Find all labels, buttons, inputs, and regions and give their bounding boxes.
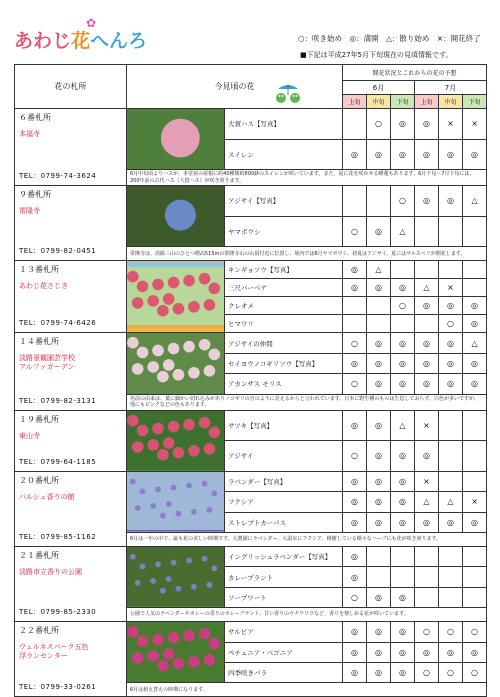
bloom-status: ×	[439, 109, 463, 140]
column-forecast: 開花状況とこれからの花の予想	[343, 65, 487, 81]
flower-name: アジサイ【写真】	[225, 186, 343, 217]
table-row	[15, 410, 487, 441]
bloom-status: ◎	[367, 216, 391, 247]
bloom-status: ◎	[367, 471, 391, 491]
flower-name: 四季咲きバラ	[225, 662, 343, 682]
place-description: 名前の由来は、葉に細かい切れ込みがありノコギリの刃のように見えるからと言われています。日本に野生種のものは生息しておらず、白色が多いですが、他にもピンクなどの色もあります。	[127, 394, 487, 410]
bloom-status: ×	[439, 279, 463, 297]
place-description: 公園で人気のラベンダーやカレーの香りのカレープラント、甘い香りのウチワソウなど、香りを楽しめる花が咲いています。	[127, 608, 487, 622]
flower-photo	[127, 622, 224, 680]
bloom-status: ○	[343, 216, 367, 247]
bloom-status: ○	[343, 441, 367, 472]
bloom-status: △	[463, 186, 487, 217]
photo-cell	[127, 261, 225, 333]
bloom-status: ◎	[367, 139, 391, 170]
bloom-status: ◎	[415, 333, 439, 353]
bloom-status: ×	[463, 492, 487, 512]
flower-name: 大賀ハス【写真】	[225, 109, 343, 140]
table-row	[15, 261, 487, 279]
bloom-status: ◎	[367, 492, 391, 512]
bloom-status: ◎	[367, 410, 391, 441]
photo-cell	[127, 471, 225, 532]
table-row	[15, 333, 487, 353]
bloom-status: △	[367, 261, 391, 279]
bloom-status	[367, 567, 391, 587]
place-cell	[15, 186, 127, 261]
bloom-status: ◎	[415, 642, 439, 662]
bloom-status: ◎	[439, 512, 463, 532]
period-header: 中旬	[439, 95, 463, 109]
logo-hana: 花	[71, 30, 91, 52]
period-header: 下旬	[463, 95, 487, 109]
bloom-status: ◎	[367, 662, 391, 682]
place-cell	[15, 546, 127, 621]
bloom-status: ◎	[391, 492, 415, 512]
place-description: 6月中旬頃よりハスが、本堂屋の屋根に約40種類約800鉢のスイレンが咲いています。また、夏に花を咲かせる睡蓮もあります。6月下旬〜7月下旬には、200年前の古代ハス（大賀ハス）が咲き誇ります。	[127, 170, 487, 186]
bloom-status: ◎	[367, 642, 391, 662]
place-description: 常隆寺は、淡路三山のひとつ標高515mの常隆寺山の山頂付近に位置し、境内では6月ヤマボウシ、初夏はアジサイ、夏にはサルスベリが開花します。	[127, 247, 487, 261]
bloom-status: ◎	[343, 546, 367, 566]
bloom-status	[415, 567, 439, 587]
photo-cell	[127, 546, 225, 607]
column-place: 花の札所	[15, 65, 127, 109]
place-tel: TEL：0799-33-0261	[19, 683, 97, 692]
bloom-status: ◎	[415, 186, 439, 217]
place-tel: TEL：0799-82-3131	[19, 396, 97, 405]
bloom-status	[367, 297, 391, 315]
bloom-status: ◎	[439, 333, 463, 353]
place-number: ２０番札所	[19, 475, 59, 485]
flower-name: カレープラント	[225, 567, 343, 587]
place-tel: TEL：0799-74-3624	[19, 172, 97, 181]
photo-cell	[127, 186, 225, 247]
bloom-status: ◎	[463, 642, 487, 662]
bloom-status: ○	[415, 662, 439, 682]
flower-photo	[127, 109, 224, 167]
place-number: ６番札所	[19, 113, 51, 122]
photo-cell	[127, 333, 225, 394]
flower-photo	[127, 472, 224, 530]
bloom-status: ◎	[391, 587, 415, 607]
flower-table	[14, 64, 487, 697]
bloom-status: ◎	[391, 109, 415, 140]
flower-name: アジサイの仲間	[225, 333, 343, 353]
month-june: 6月	[343, 81, 415, 95]
bloom-status: ○	[439, 315, 463, 333]
table-row	[15, 546, 487, 566]
bloom-status: ◎	[391, 471, 415, 491]
bloom-status	[439, 441, 463, 472]
bloom-status: ◎	[367, 587, 391, 607]
flower-name: サルビア	[225, 622, 343, 642]
bloom-status: ◎	[415, 297, 439, 315]
bloom-status: ◎	[463, 512, 487, 532]
bloom-status: ◎	[391, 662, 415, 682]
place-cell	[15, 333, 127, 410]
flower-name: クレオメ	[225, 297, 343, 315]
place-cell	[15, 109, 127, 186]
bloom-status: ◎	[343, 279, 367, 297]
bloom-status: ◎	[415, 441, 439, 472]
bloom-status	[439, 587, 463, 607]
bloom-status: △	[439, 492, 463, 512]
table-body	[15, 109, 487, 697]
bloom-status	[415, 261, 439, 279]
place-tel: TEL：0799-74-6426	[19, 319, 97, 328]
flower-icon: ✿	[86, 16, 97, 30]
bloom-status: ◎	[391, 279, 415, 297]
place-number: １３番札所	[19, 265, 59, 275]
logo-suffix: へんろ	[90, 30, 148, 52]
bloom-status	[463, 546, 487, 566]
bloom-status	[415, 315, 439, 333]
bloom-status: ◎	[367, 374, 391, 394]
bloom-status: ◎	[439, 186, 463, 217]
bloom-status: ○	[343, 333, 367, 353]
flower-name: セイヨウノコギリソウ【写真】	[225, 353, 343, 373]
flower-name: ペチュニア・ベゴニア	[225, 642, 343, 662]
bloom-status: ◎	[367, 333, 391, 353]
column-flower-label: 今見頃の花	[214, 82, 255, 91]
bloom-status: ◎	[391, 374, 415, 394]
bloom-status: ◎	[463, 315, 487, 333]
period-header: 上旬	[415, 95, 439, 109]
photo-cell	[127, 109, 225, 170]
place-cell	[15, 471, 127, 546]
bloom-status: ◎	[391, 642, 415, 662]
bloom-status: ◎	[367, 622, 391, 642]
bloom-status	[391, 546, 415, 566]
bloom-status	[391, 315, 415, 333]
bloom-status: ○	[439, 662, 463, 682]
bloom-status: ◎	[391, 512, 415, 532]
bloom-status	[415, 546, 439, 566]
bloom-status: ◎	[343, 261, 367, 279]
bloom-status	[367, 186, 391, 217]
bloom-status: ◎	[415, 139, 439, 170]
flower-photo	[127, 333, 224, 391]
bloom-status: ◎	[367, 512, 391, 532]
bloom-status	[463, 216, 487, 247]
bloom-status: ◎	[463, 139, 487, 170]
table-row	[15, 622, 487, 642]
bloom-status	[463, 441, 487, 472]
bloom-status: ◎	[463, 297, 487, 315]
flower-name: キンギョソウ【写真】	[225, 261, 343, 279]
bloom-status: ○	[463, 622, 487, 642]
period-header: 上旬	[343, 95, 367, 109]
place-number: ２１番札所	[19, 550, 59, 560]
bloom-status	[463, 587, 487, 607]
bloom-status: ◎	[439, 297, 463, 315]
bloom-status	[439, 567, 463, 587]
place-tel: TEL：0799-82-0451	[19, 247, 97, 256]
flower-name: ストレプトカーパス	[225, 512, 343, 532]
bloom-status	[463, 261, 487, 279]
bloom-status	[367, 546, 391, 566]
bloom-status: ◎	[439, 642, 463, 662]
month-july: 7月	[415, 81, 487, 95]
bloom-status	[439, 471, 463, 491]
bloom-status: ○	[463, 662, 487, 682]
bloom-status: ◎	[391, 333, 415, 353]
bloom-status: ○	[391, 297, 415, 315]
bloom-status: ◎	[463, 374, 487, 394]
place-name: 本福寺	[19, 130, 40, 138]
flower-name: アカンサス モリス	[225, 374, 343, 394]
flower-name: サツキ【写真】	[225, 410, 343, 441]
flower-photo	[127, 411, 224, 469]
photo-cell	[127, 410, 225, 471]
bloom-status: ○	[439, 622, 463, 642]
place-number: ２２番札所	[19, 626, 59, 636]
flower-photo	[127, 186, 224, 244]
period-header: 中旬	[367, 95, 391, 109]
bloom-status	[439, 410, 463, 441]
place-cell	[15, 261, 127, 333]
flower-photo	[127, 547, 224, 605]
bloom-status: △	[415, 492, 439, 512]
bloom-status	[463, 471, 487, 491]
bloom-status	[367, 315, 391, 333]
bloom-status	[415, 587, 439, 607]
flower-photo	[127, 267, 224, 325]
bloom-status: △	[391, 410, 415, 441]
bloom-status	[415, 216, 439, 247]
place-name: 東山寺	[19, 431, 40, 440]
bloom-status: ◎	[439, 139, 463, 170]
bloom-status: ◎	[343, 353, 367, 373]
bloom-status: ○	[343, 587, 367, 607]
bloom-status: ◎	[439, 374, 463, 394]
bloom-status: ◎	[391, 441, 415, 472]
flower-name: フクシア	[225, 492, 343, 512]
bloom-status: ○	[343, 374, 367, 394]
bloom-status: ◎	[343, 642, 367, 662]
bloom-status: ○	[415, 622, 439, 642]
bloom-status: ○	[391, 186, 415, 217]
flower-name: イングリッシュラベンダー【写真】	[225, 546, 343, 566]
logo-prefix: あわじ	[14, 30, 72, 52]
table-row	[15, 186, 487, 217]
flower-name: スイレン	[225, 139, 343, 170]
table-row	[15, 471, 487, 491]
bloom-status	[343, 186, 367, 217]
flower-name: 三尺バーベナ	[225, 279, 343, 297]
place-number: ９番札所	[19, 190, 51, 200]
place-name: あわじ花さじき	[19, 282, 68, 291]
logo	[14, 16, 148, 53]
table-row	[15, 109, 487, 140]
bloom-status: △	[391, 216, 415, 247]
bloom-status: △	[415, 279, 439, 297]
bloom-status	[463, 279, 487, 297]
bloom-status: ◎	[391, 622, 415, 642]
place-description: 6月は植え替えの時期になります。	[127, 683, 487, 697]
bloom-status: ×	[415, 471, 439, 491]
bloom-status	[343, 315, 367, 333]
bloom-status: ◎	[367, 353, 391, 373]
bloom-status: ◎	[343, 622, 367, 642]
place-name: パルシェ香りの館	[19, 492, 75, 501]
flower-name: ヒマワリ	[225, 315, 343, 333]
bloom-status	[463, 410, 487, 441]
place-name: ウェルネスパーク五色 浮ランセンター	[19, 643, 89, 661]
bloom-status: ◎	[343, 410, 367, 441]
place-number: １４番札所	[19, 337, 59, 347]
flower-name: ラベンダー【写真】	[225, 471, 343, 491]
photo-cell	[127, 622, 225, 683]
bloom-status: ◎	[463, 353, 487, 373]
bloom-status	[439, 546, 463, 566]
bloom-status: ◎	[367, 441, 391, 472]
bloom-status: ◎	[415, 512, 439, 532]
bloom-status: ×	[463, 109, 487, 140]
column-flower	[127, 65, 343, 109]
place-tel: TEL：0799-85-1162	[19, 532, 97, 541]
bloom-status	[439, 216, 463, 247]
place-name: 常隆寺	[19, 207, 40, 216]
place-tel: TEL：0799-85-2330	[19, 608, 97, 617]
bloom-status: ×	[415, 410, 439, 441]
bloom-status: ◎	[343, 567, 367, 587]
bloom-status: ◎	[343, 471, 367, 491]
bloom-status: ◎	[367, 279, 391, 297]
bloom-status	[343, 297, 367, 315]
period-header: 下旬	[391, 95, 415, 109]
bloom-status: ◎	[415, 353, 439, 373]
bloom-status: ◎	[343, 139, 367, 170]
place-description: 6月は一年の中で、最も花の美しい時期です。大農園にラベンダー、大温室にフクシア、植樹している様々なハーブにも花が咲き誇ります。	[127, 532, 487, 546]
bloom-status: ◎	[415, 109, 439, 140]
flower-name: ヤマボウシ	[225, 216, 343, 247]
flower-name: アジサイ	[225, 441, 343, 472]
place-cell	[15, 622, 127, 697]
flower-name: ソープワート	[225, 587, 343, 607]
place-cell	[15, 410, 127, 471]
place-number: １９番札所	[19, 414, 59, 424]
bloom-status	[391, 261, 415, 279]
place-tel: TEL：0799-64-1185	[19, 457, 97, 466]
bloom-status	[391, 567, 415, 587]
bloom-status: ◎	[343, 492, 367, 512]
legend: ○：咲き始め ◎：満開 △：散り始め ×：開花終了	[298, 34, 481, 43]
bloom-status	[463, 567, 487, 587]
bloom-status: ○	[367, 109, 391, 140]
bloom-status	[343, 109, 367, 140]
bloom-status: △	[463, 333, 487, 353]
bloom-status	[439, 261, 463, 279]
place-name: 淡路景観園芸学校 アルファガーデン	[19, 354, 75, 372]
place-name: 淡路市立香りの公園	[19, 567, 82, 576]
bloom-status: ◎	[391, 353, 415, 373]
bloom-status: ◎	[343, 512, 367, 532]
bloom-status: ◎	[391, 139, 415, 170]
bloom-status: ◎	[415, 374, 439, 394]
bloom-status: ◎	[343, 662, 367, 682]
bloom-status: ◎	[439, 353, 463, 373]
date-note: ■下記は平成27年5月下旬現在の見頃情報です。	[300, 51, 453, 59]
header	[0, 0, 500, 62]
